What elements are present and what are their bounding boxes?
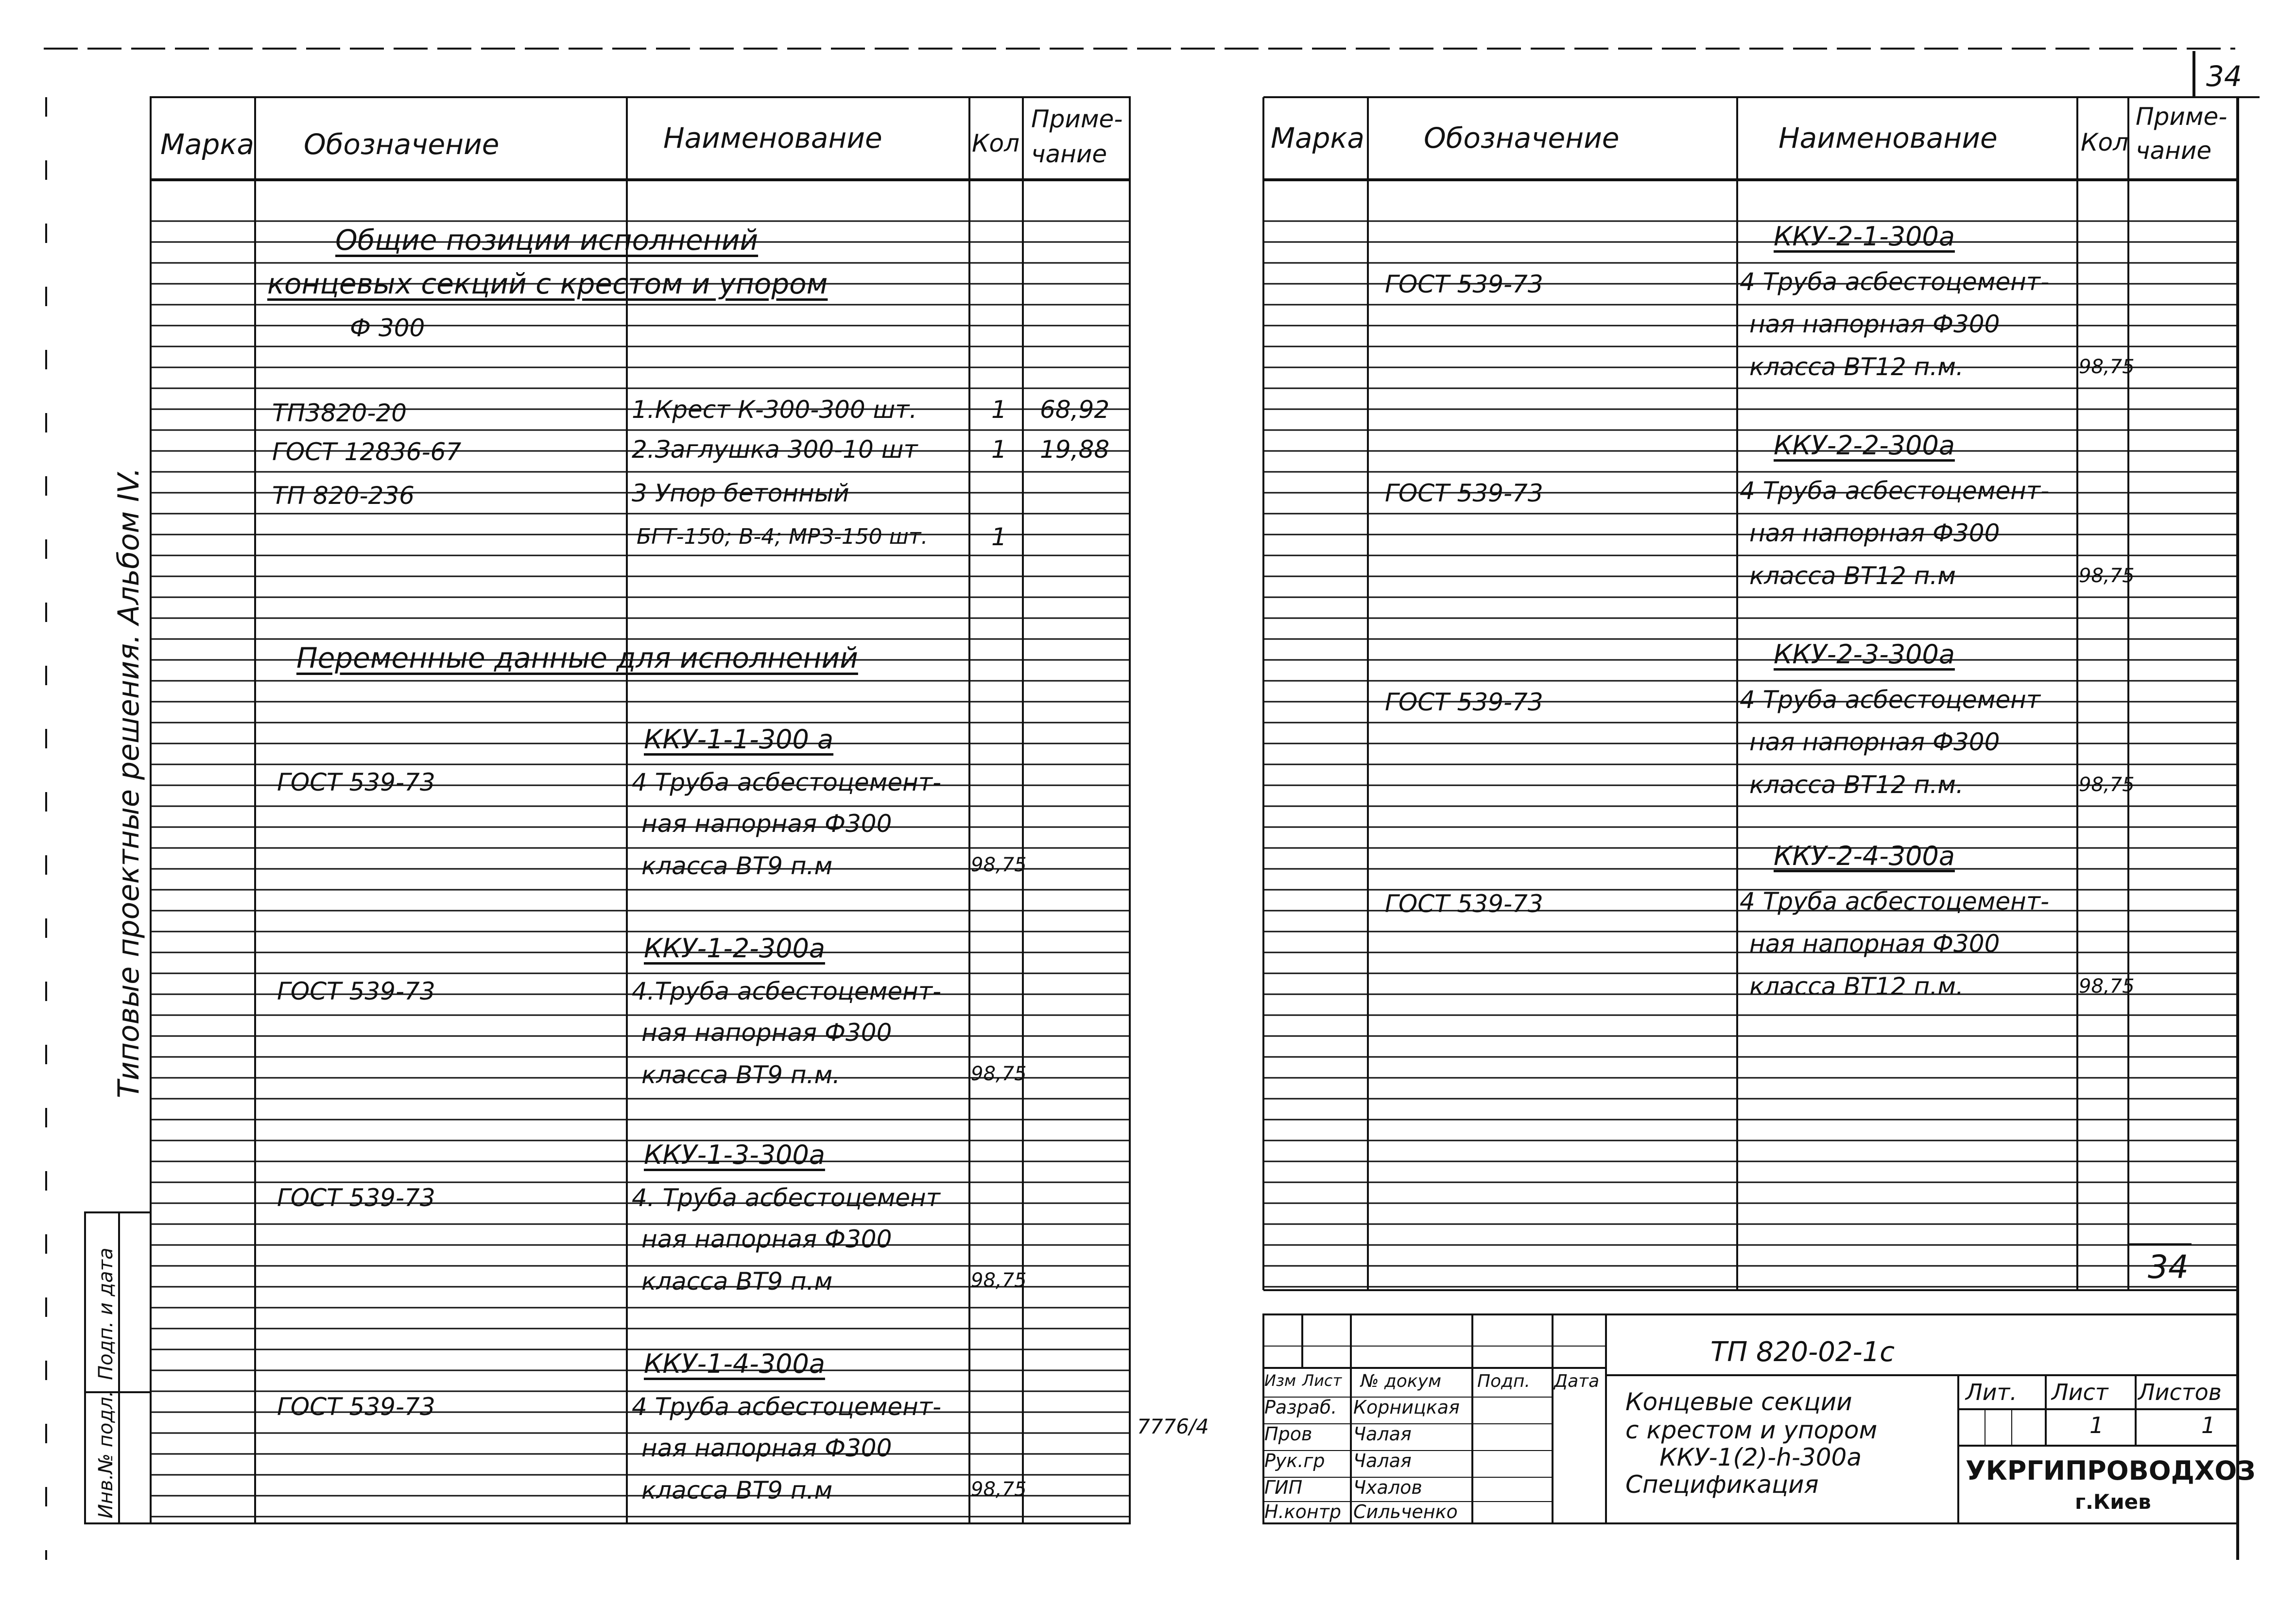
right-header-marka: Марка	[1271, 121, 1364, 155]
tb-h-list: Лист	[1302, 1371, 1342, 1390]
tb-city: г.Киев	[2075, 1490, 2151, 1514]
left-header-prim-2: чание	[1031, 140, 1107, 168]
left-row-2-name: 2.Заглушка 300-10 шт	[632, 435, 918, 464]
left-header-prim-1: Приме-	[1031, 105, 1123, 133]
right-header-prim-2: чание	[2136, 137, 2212, 165]
left-row-1-name: 1.Крест К-300-300 шт.	[632, 396, 917, 424]
left-group-code: ГОСТ 539-73	[277, 1184, 435, 1212]
left-group-code: ГОСТ 539-73	[277, 1393, 435, 1421]
tb-desc-2: с крестом и упором	[1625, 1416, 1878, 1444]
tb-listov: Листов	[2138, 1379, 2222, 1405]
tb-h-data: Дата	[1554, 1371, 1600, 1391]
tb-role: Пров	[1264, 1423, 1312, 1445]
left-group-line-2: ная напорная Ф300	[641, 1225, 892, 1253]
left-row-4-name: БГТ-150; В-4; МРЗ-150 шт.	[637, 524, 928, 549]
left-group-title: ККУ-1-4-300а	[644, 1348, 825, 1379]
tb-h-podp: Подп.	[1477, 1371, 1530, 1391]
right-group-line-2: ная напорная Ф300	[1749, 930, 2000, 958]
right-group-code: ГОСТ 539-73	[1385, 270, 1543, 298]
right-group-line-2: ная напорная Ф300	[1749, 519, 2000, 547]
tb-desc-1: Концевые секции	[1625, 1388, 1852, 1416]
right-group-line-1: 4 Труба асбестоцемент-	[1740, 887, 2050, 916]
left-row-3-code: ТП 820-236	[272, 482, 414, 510]
right-group-title: ККУ-2-2-300а	[1774, 430, 1955, 461]
right-group-code: ГОСТ 539-73	[1385, 688, 1543, 716]
left-group-line-2: ная напорная Ф300	[641, 1434, 892, 1462]
right-group-line-1: 4 Труба асбестоцемент-	[1740, 268, 2050, 296]
tb-name: Чалая	[1353, 1423, 1412, 1445]
doc-code: ТП 820-02-1с	[1710, 1336, 1895, 1368]
left-row-3-name: 3 Упор бетонный	[632, 479, 849, 507]
page-number-bottom: 34	[2148, 1248, 2189, 1286]
tb-org: УКРГИПРОВОДХОЗ	[1966, 1455, 2256, 1486]
left-title-1: Общие позиции исполнений	[335, 224, 759, 257]
left-variable-title: Переменные данные для исполнений	[296, 641, 858, 674]
right-group-qty: 98,75	[2079, 774, 2135, 796]
left-group-line-1: 4.Труба асбестоцемент-	[632, 977, 942, 1005]
tb-lit: Лит.	[1966, 1379, 2017, 1405]
right-group-title: ККУ-2-1-300а	[1774, 221, 1955, 252]
side-stamp-signature: Подп. и дата	[95, 1247, 117, 1380]
right-group-line-2: ная напорная Ф300	[1749, 310, 2000, 338]
tb-name: Сильченко	[1353, 1501, 1458, 1522]
side-stamp-inventory: Инв.№ подл.	[95, 1390, 117, 1519]
left-group-line-3: класса ВТ9 п.м	[641, 1476, 833, 1504]
left-group-line-3: класса ВТ9 п.м.	[641, 1061, 841, 1089]
left-group-qty: 98,75	[971, 1063, 1027, 1085]
tb-name: Чалая	[1353, 1450, 1412, 1471]
tb-list-val: 1	[2089, 1412, 2104, 1438]
tb-desc-4: Спецификация	[1625, 1470, 1819, 1499]
left-group-line-1: 4 Труба асбестоцемент-	[632, 1393, 942, 1421]
right-group-line-3: класса ВТ12 п.м.	[1749, 972, 1964, 1001]
tb-desc-3: ККУ-1(2)-h-300а	[1659, 1443, 1862, 1471]
margin-caption: Типовые проектные решения. Альбом IV.	[112, 467, 146, 1098]
left-group-qty: 98,75	[971, 854, 1027, 876]
right-group-line-3: класса ВТ12 п.м.	[1749, 353, 1964, 381]
left-group-line-3: класса ВТ9 п.м	[641, 852, 833, 880]
right-header-oboznachenie: Обозначение	[1424, 121, 1620, 155]
inventory-number: 7776/4	[1137, 1415, 1209, 1438]
left-group-line-3: класса ВТ9 п.м	[641, 1267, 833, 1296]
left-group-code: ГОСТ 539-73	[277, 768, 435, 796]
tb-h-doc: № докум	[1361, 1371, 1442, 1391]
tb-role: Рук.гр	[1264, 1450, 1325, 1471]
right-group-line-1: 4 Труба асбестоцемент-	[1740, 477, 2050, 505]
tb-listov-val: 1	[2201, 1412, 2216, 1438]
left-group-title: ККУ-1-3-300а	[644, 1140, 825, 1170]
right-group-qty: 98,75	[2079, 565, 2135, 587]
left-row-1-qty: 1	[991, 396, 1007, 424]
left-group-title: ККУ-1-1-300 а	[644, 724, 834, 755]
right-group-line-1: 4 Труба асбестоцемент	[1740, 686, 2040, 714]
tb-role: Разраб.	[1264, 1397, 1337, 1418]
right-group-line-2: ная напорная Ф300	[1749, 728, 2000, 756]
left-header-oboznachenie: Обозначение	[304, 128, 500, 161]
left-row-2-note: 19,88	[1040, 435, 1110, 464]
right-group-qty: 98,75	[2079, 975, 2135, 998]
tb-role: Н.контр	[1264, 1501, 1341, 1522]
page-number: 34	[2206, 60, 2242, 93]
left-row-1-note: 68,92	[1040, 396, 1110, 424]
right-header-prim-1: Приме-	[2136, 103, 2227, 131]
tb-h-izm: Изм	[1264, 1371, 1296, 1390]
tb-list: Лист	[2052, 1379, 2108, 1405]
left-group-line-2: ная напорная Ф300	[641, 810, 892, 838]
left-group-title: ККУ-1-2-300а	[644, 933, 825, 964]
left-group-line-1: 4. Труба асбестоцемент	[632, 1184, 940, 1212]
tb-name: Чхалов	[1353, 1477, 1422, 1498]
right-group-line-3: класса ВТ12 п.м.	[1749, 771, 1964, 799]
left-header-kol: Кол	[972, 129, 1020, 157]
left-row-1-code: ТП3820-20	[272, 399, 407, 427]
left-group-qty: 98,75	[971, 1478, 1027, 1501]
right-group-title: ККУ-2-4-300а	[1774, 841, 1955, 871]
left-row-4-qty: 1	[991, 523, 1007, 551]
right-group-qty: 98,75	[2079, 356, 2135, 378]
left-row-2-code: ГОСТ 12836-67	[272, 438, 462, 466]
right-group-code: ГОСТ 539-73	[1385, 479, 1543, 507]
tb-name: Корницкая	[1353, 1397, 1460, 1418]
left-group-qty: 98,75	[971, 1269, 1027, 1292]
left-group-line-1: 4 Труба асбестоцемент-	[632, 768, 942, 796]
tb-role: ГИП	[1264, 1477, 1303, 1498]
left-title-3: Ф 300	[350, 314, 425, 342]
left-row-2-qty: 1	[991, 435, 1007, 464]
right-group-line-3: класса ВТ12 п.м	[1749, 562, 1956, 590]
left-title-2: концевых секций с крестом и упором	[267, 267, 828, 300]
right-group-title: ККУ-2-3-300а	[1774, 639, 1955, 670]
left-header-naimenovanie: Наименование	[663, 121, 882, 155]
left-header-marka: Марка	[160, 128, 254, 161]
left-group-line-2: ная напорная Ф300	[641, 1019, 892, 1047]
right-header-kol: Кол	[2081, 128, 2129, 156]
left-group-code: ГОСТ 539-73	[277, 977, 435, 1005]
right-header-naimenovanie: Наименование	[1778, 121, 1998, 155]
right-group-code: ГОСТ 539-73	[1385, 890, 1543, 918]
